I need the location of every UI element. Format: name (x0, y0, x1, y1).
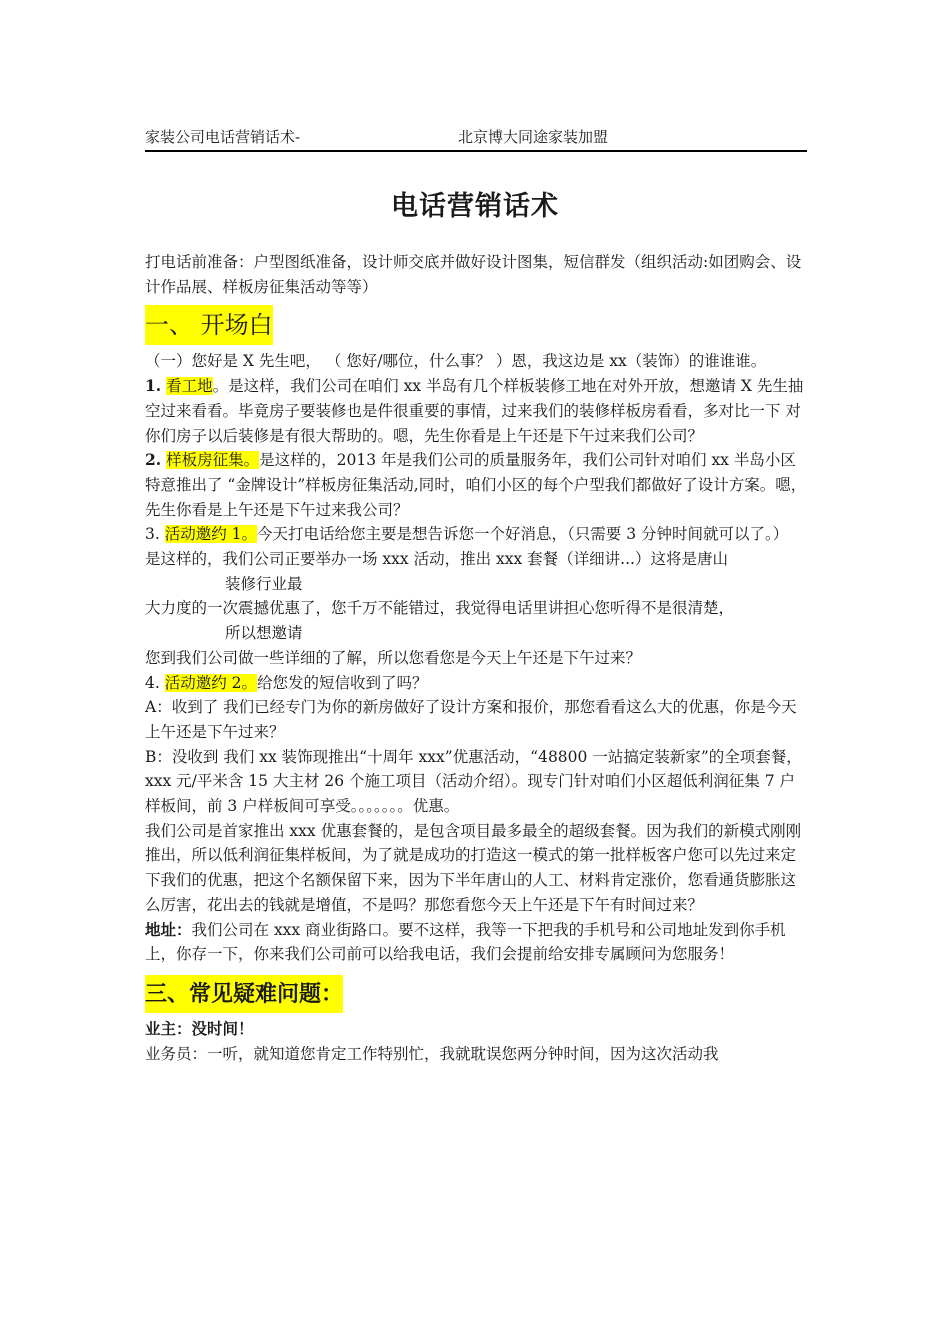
item-2: 2. 样板房征集。是这样的，2013 年是我们公司的质量服务年，我们公司针对咱们 xx 半岛小区特意推出了 “金牌设计”样板房征集活动,同时，咱们小区的每个户型我们都做好了设计方案。嗯，先生你看是上午还是下午过来我公司？ (145, 450, 807, 519)
header-left: 家装公司电话营销话术- (145, 128, 301, 146)
item-1: 1. 看工地。是这样，我们公司在咱们 xx 半岛有几个样板装修工地在对外开放，想邀请 X 先生抽空过来看看。毕竟房子要装修也是件很重要的事情，过来我们的装修样板房看看，多对比一下 对你们房子以后装修是有很大帮助的。嗯，先生你看是上午还是下午过来我们公司？ (145, 376, 804, 445)
address-paragraph (145, 918, 807, 967)
item-2-label: 样板房征集。 (166, 451, 260, 470)
item-4-answer-a: A：收到了 我们已经专门为你的新房做好了设计方案和报价，那您看看这么大的优惠，你是今天上午还是下午过来？ (145, 698, 797, 741)
item-3-line-1b: 装修行业最 (225, 574, 303, 593)
address-text: 我们公司在 xxx 商业街路口。要不这样，我等一下把我的手机号和公司地址发到你手机上，你存一下，你来我们公司前可以给我电话，我们会提前给安排专属顾问为您服务！ (145, 920, 786, 964)
item-4-answer-b: B：没收到 我们 xx 装饰现推出“十周年 xxx”优惠活动，“48800 一站搞定装新家”的全项套餐，xxx 元/平米含 15 大主材 26 个施工项目（活动介绍）。现专门针对咱们小区超低利润征集 7 户样板间，前 3 户样板间可享受。。。。。。。优惠。 (145, 747, 802, 816)
opening-line: （一）您好是 X 先生吧， （ 您好/哪位，什么事？ ）恩，我这边是 xx（装饰）的谁谁谁。 (145, 352, 767, 371)
faq-question-1: 业主：没时间！ (145, 1018, 254, 1038)
header-right: 北京博大同途家装加盟 (458, 128, 609, 146)
item-2-text: 是这样的，2013 年是我们公司的质量服务年，我们公司针对咱们 xx 半岛小区特意推出了 “金牌设计”样板房征集活动,同时，咱们小区的每个户型我们都做好了设计方案。嗯，先生你看是上午还是下午过来我公司？ (145, 451, 807, 519)
item-3-line-3: 您到我们公司做一些详细的了解，所以您看您是今天上午还是下午过来？ (145, 648, 642, 667)
item-3-line-2: 大力度的一次震撼优惠了，您千万不能错过，我觉得电话里讲担心您听得不是很清楚， (145, 599, 735, 618)
item-3-line-1: 是这样的，我们公司正要举办一场 xxx 活动，推出 xxx 套餐（详细讲...）这将是唐山 (145, 550, 728, 569)
document-body (145, 250, 807, 1066)
item-3-line-2b: 所以想邀请 (225, 624, 303, 643)
faq-answer-1: 业务员：一听，就知道您肯定工作特别忙，我就耽误您两分钟时间，因为这次活动我 (145, 1044, 719, 1063)
item-4-text: 给您发的短信收到了吗？ (257, 673, 428, 692)
item-4-paragraph: 我们公司是首家推出 xxx 优惠套餐的，是包含项目最多最全的超级套餐。因为我们的新模式刚刚推出，所以低利润征集样板间，为了就是成功的打造这一模式的第一批样板客户您可以先过来定下我们的优惠，把这个名额保留下来，因为下半年唐山的人工、材料肯定涨价，您看通货膨胀这么厉害，花出去的钱就是增值，不是吗？那您看您今天上午还是下午有时间过来？ (145, 821, 802, 914)
section-heading-opening: 一、 开场白 (145, 305, 273, 345)
item-3-text: 今天打电话给您主要是想告诉您一个好消息，（只需要 3 分钟时间就可以了。） (257, 525, 789, 544)
section-heading-faq: 三、常见疑难问题： (145, 975, 343, 1013)
document-title: 电话营销话术 (391, 191, 559, 222)
item-4: 4. 活动邀约 2。给您发的短信收到了吗？ (145, 673, 428, 692)
item-4-label: 活动邀约 2。 (164, 673, 258, 692)
item-1-label: 看工地 (166, 377, 213, 396)
item-3: 3. 活动邀约 1。今天打电话给您主要是想告诉您一个好消息，（只需要 3 分钟时间就可以了。） (145, 525, 789, 544)
intro-paragraph: 打电话前准备：户型图纸准备，设计师交底并做好设计图集，短信群发（组织活动:如团购会、设计作品展、样板房征集活动等等） (145, 253, 802, 296)
address-label: 地址： (145, 919, 192, 939)
item-1-text: 。是这样，我们公司在咱们 xx 半岛有几个样板装修工地在对外开放，想邀请 X 先生抽空过来看看。毕竟房子要装修也是件很重要的事情，过来我们的装修样板房看看，多对比一下 对你们房子以后装修是有很大帮助的。嗯，先生你看是上午还是下午过来我们公司？ (145, 377, 804, 445)
item-3-label: 活动邀约 1。 (164, 525, 258, 544)
page-header (145, 124, 807, 152)
